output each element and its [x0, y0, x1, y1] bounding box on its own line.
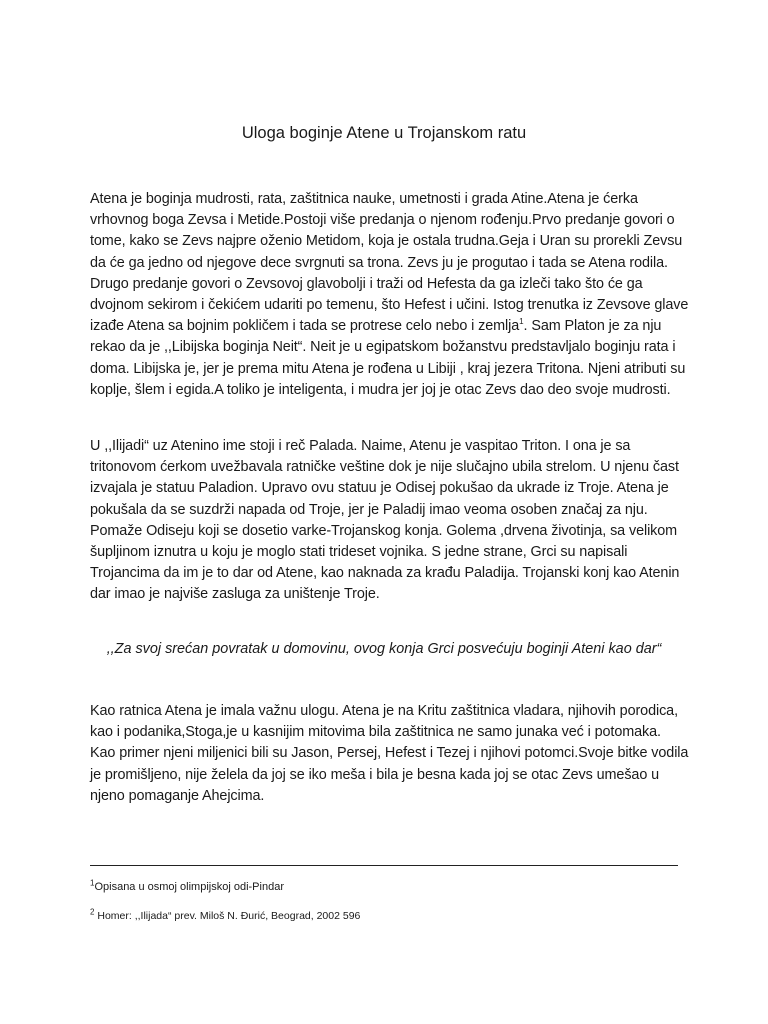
footnote-2-marker: 2 [90, 907, 95, 917]
paragraph-3: Kao ratnica Atena je imala važnu ulogu. Atena je na Kritu zaštitnica vladara, njihovih porodica, kao i podanika,Stoga,je u kasnijim mitovima bila zaštitnica ne samo junaka već i potomaka. Kao primer njeni miljenici bili su Jason, Persej, Hefest i Tezej i njihovi potomci.Svoje bitke vodila je promišljeno, nije želela da joj se iko meša i bila je besna kada joj se otac Zevs umešao u njeno pomaganje Ahejcima. [90, 703, 689, 804]
footnote-1-text: Opisana u osmoj olimpijskoj odi-Pindar [94, 881, 284, 893]
document-title: Uloga boginje Atene u Trojanskom ratu [241, 124, 527, 142]
footnote-1 [90, 880, 690, 894]
footnote-2-text: Homer: ,,Ilijada“ prev. Miloš N. Đurić, Beograd, 2002 596 [97, 910, 361, 922]
paragraph-1-text-b: . Sam Platon je za nju rekao da je ,,Libijska boginja Neit“. Neit je u egipatskom božanstvu predstavljalo boginju rata i doma. Libijska je, jer je prema mitu Atena je rođena u Libiji , kraj jezera Tritona. Njeni atributi su koplje, šlem i egida.A toliko je inteligenta, i mudra jer joj je otac Zevs dao deo svoje mudrosti. [90, 318, 686, 398]
paragraph-2: U ,,Ilijadi“ uz Atenino ime stoji i reč Palada. Naime, Atenu je vaspitao Triton. I ona je sa tritonovom ćerkom uvežbavala ratničke veštine dok je nije slučajno ubila strelom. U njenu čast izvajala je statuu Paladion. Upravo ovu statuu je Odisej pokušao da ukrade iz Troje. Atena je pokušala da se suzdrži napada od Troje, jer je Paladij imao veoma osoben značaj za nju. Pomaže Odiseju koji se dosetio varke-Trojanskog konja. Golema ,drvena životinja, sa velikom šupljinom iznutra u koju je moglo stati trideset vojnika. S jedne strane, Grci su napisali Trojancima da im je to dar od Atene, kao naknada za krađu Paladija. Trojanski konj kao Atenin dar imao je najviše zasluga za uništenje Troje. [90, 438, 680, 603]
block-quote: ,,Za svoj srećan povratak u domovinu, ovog konja Grci posvećuju boginji Ateni kao dar“ [106, 641, 662, 657]
footnote-separator [90, 865, 678, 866]
footnote-1-marker: 1 [90, 878, 95, 888]
footnote-2 [90, 909, 690, 923]
footnote-ref-1[interactable]: 1 [519, 317, 524, 327]
paragraph-1-text-a: Atena je boginja mudrosti, rata, zaštitnica nauke, umetnosti i grada Atine.Atena je ćerka vrhovnog boga Zevsa i Metide.Postoji više predanja o njenom rođenju.Prvo predanje govori o tome, kako se Zevs najpre oženio Metidom, koja je ostala trudna.Geja i Uran su prorekli Zevsu da će ga jedno od njegove dece svrgnuti sa trona. Zevs ju je progutao i tada se Atena rodila. Drugo predanje govori o Zevsovoj glavobolji i traži od Hefesta da ga izleči tako što će ga dvojnom sekirom i čekićem udariti po temenu, što Hefest i učini. Istog trenutka iz Zevsove glave izađe Atena sa bojnim pokličem i tada se protrese celo nebo i zemlja [90, 191, 689, 335]
paragraph-1 [90, 189, 690, 401]
